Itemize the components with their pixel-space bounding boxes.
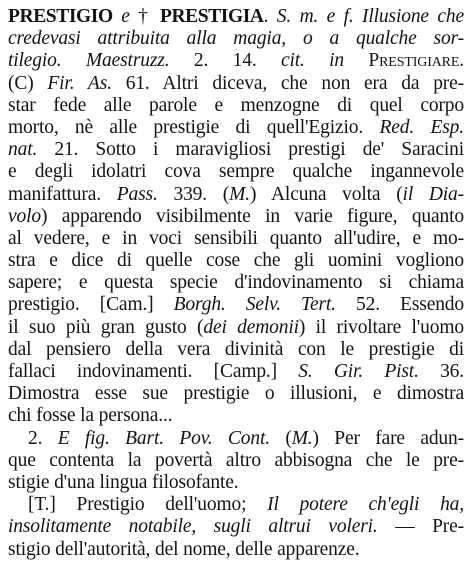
text-line — [8, 294, 464, 316]
text-line — [8, 184, 464, 206]
text-run: M. — [229, 183, 250, 205]
text-run: — Pre- — [377, 516, 464, 538]
text-run: [T.] Prestigio dell'uomo; — [28, 494, 268, 516]
text-run: (C) — [8, 72, 48, 94]
text-run: Pass. — [116, 183, 158, 205]
text-run: Fir. As. — [47, 72, 112, 94]
text-run: 61. Altri diceva, che non era da pre- — [111, 72, 464, 94]
text-run: cit. in — [280, 50, 344, 72]
text-run: 2. 14. — [169, 50, 281, 72]
text-line — [8, 228, 464, 250]
text-line — [8, 50, 464, 72]
text-run: credevasi attribuita alla magia, o a qualche sor- — [8, 28, 464, 50]
text-run: al vedere, e in voci sensibili quanto all'udire, e mo- — [8, 227, 464, 249]
text-run: dal pensiero della vera divinità con le prestigie di — [8, 338, 464, 360]
text-run: M. — [291, 427, 313, 449]
text-run: Il potere ch'egli ha, — [267, 494, 464, 516]
text-run: Borgh. Selv. Tert. — [173, 294, 336, 316]
text-run: star fede alle parole e menzogne di quel corpo — [8, 94, 464, 116]
text-line — [8, 95, 464, 117]
text-run: ) il rivoltare l'uomo — [298, 316, 464, 338]
text-run: que contenta la povertà altro abbisogna che le pre- — [8, 449, 464, 471]
text-run: Red. Esp. — [379, 116, 464, 138]
text-run: e degli idolatri cova sempre qualche ingannevole — [8, 161, 464, 183]
text-line — [8, 539, 464, 561]
text-run: nat. — [8, 139, 38, 161]
entry-text — [8, 6, 464, 561]
text-run: il suo più gran gusto ( — [8, 316, 204, 338]
text-run: S. m. e f. Illusione che — [276, 6, 464, 27]
text-run: stigie d'una lingua filosofante. — [8, 471, 239, 493]
text-run: chi fosse la persona... — [8, 405, 173, 427]
text-line — [8, 339, 464, 361]
text-run: 21. Sotto i maravigliosi prestigi de' Saracini — [37, 139, 464, 161]
text-run: PRESTIGIO — [8, 6, 113, 27]
text-line — [8, 73, 464, 95]
text-run: Dimostra esse sue prestigie o illusioni, e dimostra — [8, 383, 464, 405]
text-line — [8, 28, 464, 50]
text-run: ) apparendo visibilmente in varie figure, quanto — [40, 205, 464, 227]
text-line — [8, 383, 464, 405]
text-line — [8, 317, 464, 339]
text-run: insolitamente notabile, sugli altrui voleri. — [8, 516, 378, 538]
text-line — [8, 206, 464, 228]
text-line — [8, 428, 464, 450]
text-run: † — [129, 6, 160, 27]
text-line — [8, 472, 464, 494]
text-run: 36. — [418, 361, 465, 382]
text-run: 339. ( — [157, 183, 230, 205]
text-line — [8, 161, 464, 183]
text-line — [8, 139, 464, 161]
text-run: ) Alcuna volta ( — [249, 183, 403, 205]
text-line — [8, 361, 464, 383]
text-run: manifattura. — [8, 183, 117, 205]
text-run: tilegio. Maestruzz. — [8, 50, 170, 72]
text-run: morto, nè alle prestigie di quell'Egizio. — [8, 116, 380, 138]
text-run: il Dia- — [402, 183, 465, 205]
text-run: prestigio. [Cam.] — [8, 294, 174, 316]
text-run: 52. Essendo — [335, 294, 465, 316]
text-line — [8, 117, 464, 139]
text-line — [8, 516, 464, 538]
text-line — [8, 405, 464, 427]
text-run: 2. — [28, 427, 58, 449]
text-line — [8, 494, 464, 516]
text-run: stigio dell'autorità, del nome, delle apparenze. — [8, 538, 360, 560]
text-line — [8, 250, 464, 272]
text-line — [8, 272, 464, 294]
text-run: E fig. Bart. Pov. Cont. — [57, 427, 270, 449]
text-run: PRESTIGIA — [159, 6, 264, 27]
text-line — [8, 6, 464, 28]
text-run: Prestigiare. — [344, 50, 464, 72]
text-run: stra e dice di quelle cose che gli uomini vogliono — [8, 250, 464, 272]
text-run: dei demonii — [203, 316, 299, 338]
text-run: ) Per fare adun- — [312, 427, 464, 449]
text-run: . — [263, 6, 277, 27]
text-run: ( — [269, 427, 292, 449]
text-run: S. Gir. Pist. — [298, 361, 419, 382]
text-run — [113, 6, 121, 27]
text-line — [8, 450, 464, 472]
text-run: fallaci indovinamenti. [Camp.] — [8, 361, 299, 382]
text-run: volo — [8, 205, 41, 227]
text-run: e — [121, 6, 130, 27]
text-run: sapere; e questa specie d'indovinamento si chiama — [8, 272, 464, 294]
